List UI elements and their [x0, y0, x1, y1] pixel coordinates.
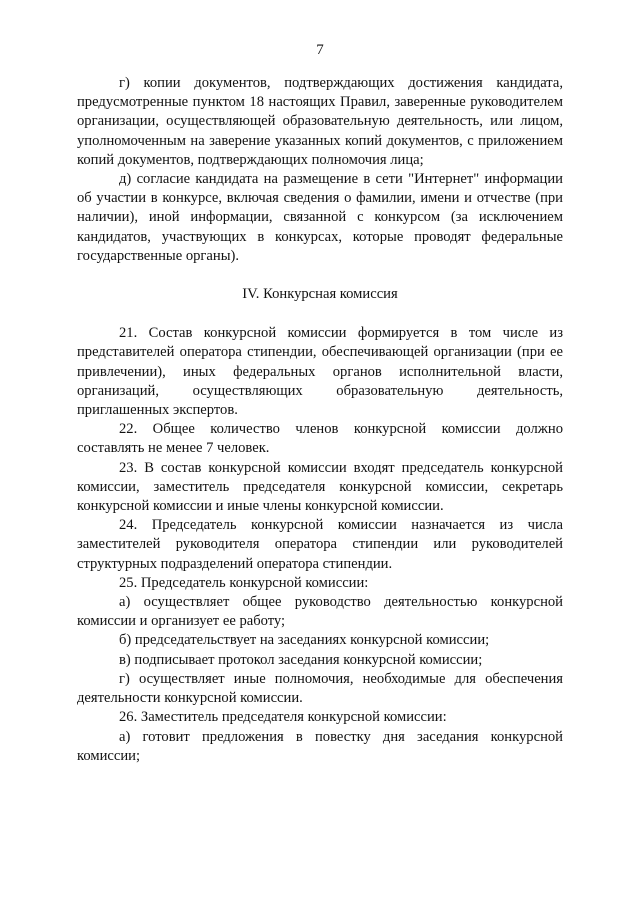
paragraph-22: 22. Общее количество членов конкурсной комиссии должно составлять не менее 7 человек. [77, 421, 563, 457]
paragraph-25-v: в) подписывает протокол заседания конкурсной комиссии; [119, 651, 483, 668]
paragraph-23: 23. В состав конкурсной комиссии входят председатель конкурсной комиссии, заместитель председателя конкурсной комиссии, секретарь конкурсной комиссии и иные члены конкурсной комиссии. [77, 459, 563, 515]
paragraph-26-a: а) готовит предложения в повестку дня заседания конкурсной комиссии; [77, 728, 563, 764]
paragraph-21: 21. Состав конкурсной комиссии формируется в том числе из представителей оператора стипендии, обеспечивающей организации (при ее привлечении), иных федеральных органов исполнительной власти, организаций, осуществляющих образовательную деятельность, приглашенных экспертов. [77, 325, 563, 419]
paragraph-25: 25. Председатель конкурсной комиссии: [119, 574, 369, 591]
paragraph-26: 26. Заместитель председателя конкурсной комиссии: [119, 709, 447, 726]
paragraph-25-a: а) осуществляет общее руководство деятельностью конкурсной комиссии и организует ее работу; [77, 594, 563, 630]
paragraph-item-d-consent: д) согласие кандидата на размещение в сети "Интернет" информации об участии в конкурсе, включая сведения о фамилии, имени и отчестве (при наличии), иной информации, связанной с конкурсом (за исключением кандидатов, участвующих в конкурсах, которые проводят федеральные государственные органы). [77, 171, 563, 264]
paragraph-item-g-copies: г) копии документов, подтверждающих достижения кандидата, предусмотренные пунктом 18 настоящих Правил, заверенные руководителем организации, осуществляющей образовательную деятельность, или лицом, уполномоченным на заверение указанных копий документов, с приложением копий документов, подтверждающих полномочия лица; [77, 75, 563, 168]
page-number: 7 [316, 42, 324, 58]
section-title: IV. Конкурсная комиссия [242, 286, 398, 303]
document-body [77, 74, 563, 766]
paragraph-25-b: б) председательствует на заседаниях конкурсной комиссии; [119, 632, 490, 649]
paragraph-24: 24. Председатель конкурсной комиссии назначается из числа заместителей руководителя оператора стипендии или руководителей структурных подразделений оператора стипендии. [77, 517, 563, 572]
paragraph-25-g: г) осуществляет иные полномочия, необходимые для обеспечения деятельности конкурсной комиссии. [77, 670, 563, 707]
